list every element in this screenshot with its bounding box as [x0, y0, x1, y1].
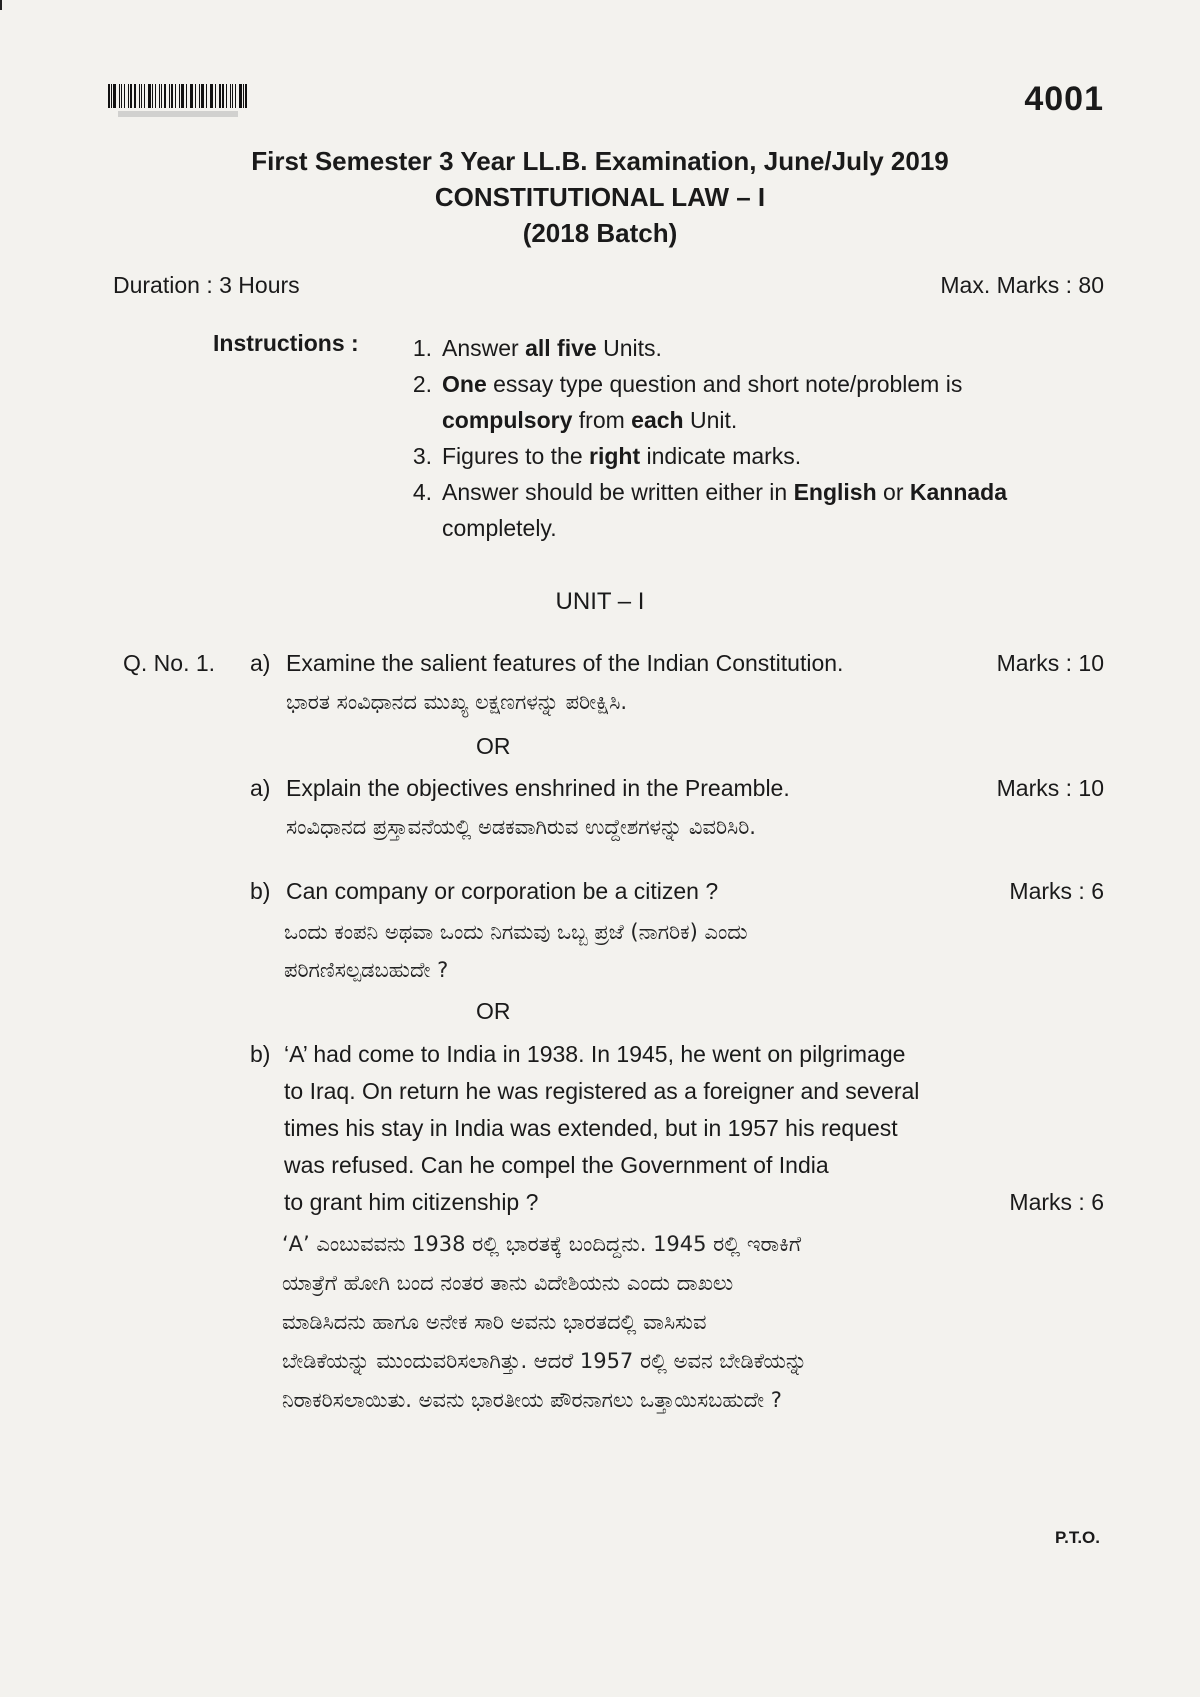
- instruction-emphasis: compulsory: [442, 407, 573, 433]
- page-edge-mark: [0, 0, 16, 10]
- instructions-label: Instructions :: [213, 330, 359, 356]
- barcode-bar: [210, 84, 211, 108]
- barcode-bar: [128, 84, 129, 108]
- barcode-bar: [141, 84, 142, 108]
- question-text-kannada: ಒಂದು ಕಂಪನಿ ಅಥವಾ ಒಂದು ನಿಗಮವು ಒಬ್ಬ ಪ್ರಜೆ (ನಾಗರಿಕ) ಎಂದು: [284, 920, 748, 944]
- barcode-bar: [215, 84, 216, 108]
- barcode-bar: [121, 84, 122, 108]
- instruction-text-part: Units.: [596, 335, 662, 361]
- instruction-text-part: from each Unit.: [572, 407, 738, 433]
- problem-text-kannada: ಬೇಡಿಕೆಯನ್ನು ಮುಂದುವರಿಸಲಾಗಿತ್ತು. ಆದರೆ 1957 ರಲ್ಲಿ ಅವನ ಬೇಡಿಕೆಯನ್ನು: [282, 1349, 808, 1373]
- question-text-kannada: ಸಂವಿಧಾನದ ಪ್ರಸ್ತಾವನೆಯಲ್ಲಿ ಅಡಕವಾಗಿರುವ ಉದ್ದೇಶಗಳನ್ನು ವಿವರಿಸಿರಿ.: [286, 815, 756, 839]
- exam-title: First Semester 3 Year LL.B. Examination, June/July 2019: [251, 146, 949, 176]
- paper-code: 4001: [1024, 80, 1104, 118]
- barcode-bar: [201, 84, 203, 108]
- question-label: b): [250, 878, 271, 904]
- problem-text-kannada: ನಿರಾಕರಿಸಲಾಯಿತು. ಅವನು ಭಾರತೀಯ ಪೌರನಾಗಲು ಒತ್ತಾಯಿಸಬಹುದೇ ?: [282, 1388, 782, 1412]
- question-label: a): [250, 650, 271, 676]
- question-marks: Marks : 10: [996, 775, 1104, 801]
- barcode-bar: [164, 84, 166, 108]
- barcode-bar: [222, 84, 224, 108]
- barcode-bar: [243, 84, 244, 108]
- barcode-bar: [199, 84, 201, 108]
- please-turn-over: P.T.O.: [1054, 1528, 1100, 1547]
- instruction-item: [386, 366, 1066, 438]
- instruction-emphasis: all five: [525, 335, 597, 361]
- barcode-bar: [179, 84, 180, 108]
- instruction-emphasis: Kannada: [909, 479, 1008, 505]
- problem-text-kannada: ಮಾಡಿಸಿದನು ಹಾಗೂ ಅನೇಕ ಸಾರಿ ಅವನು ಭಾರತದಲ್ಲಿ ವಾಸಿಸುವ: [282, 1310, 707, 1334]
- question-marks: Marks : 6: [1009, 1189, 1104, 1215]
- instruction-item: [386, 330, 1066, 366]
- instruction-number: 4.: [412, 479, 432, 505]
- barcode-bar: [226, 84, 227, 108]
- barcode-bar: [124, 84, 126, 108]
- question-marks: Marks : 10: [996, 650, 1104, 676]
- barcode-bar: [195, 84, 196, 108]
- instruction-text: [442, 474, 1066, 546]
- barcode-bar: [155, 84, 157, 108]
- barcode-bar: [175, 84, 177, 108]
- question-text: Can company or corporation be a citizen ?: [286, 878, 719, 904]
- barcode-bar: [181, 84, 183, 108]
- problem-text-line: ‘A’ had come to India in 1938. In 1945, he went on pilgrimage: [284, 1041, 906, 1067]
- instruction-text-part: Figures to the: [442, 443, 590, 469]
- barcode-bar: [130, 84, 132, 108]
- question-text: Examine the salient features of the Indian Constitution.: [286, 650, 844, 676]
- instruction-text-part: Answer: [442, 335, 526, 361]
- barcode-bar: [161, 84, 162, 108]
- barcode-bar: [230, 84, 231, 108]
- batch-title: (2018 Batch): [522, 218, 678, 248]
- barcode-bar: [235, 84, 236, 108]
- barcode-bar: [239, 84, 241, 108]
- instruction-number: 3.: [412, 443, 432, 469]
- barcode-bar: [245, 84, 247, 108]
- instruction-text: [442, 330, 662, 366]
- instruction-text-part: indicate marks.: [640, 443, 802, 469]
- instruction-item: [386, 438, 1066, 474]
- question-text-kannada: ಪರಿಗಣಿಸಲ್ಪಡಬಹುದೇ ?: [284, 958, 449, 982]
- barcode-bar: [206, 84, 207, 108]
- instruction-text: [442, 366, 1066, 438]
- duration: Duration : 3 Hours: [113, 272, 300, 298]
- question-marks: Marks : 6: [1009, 878, 1104, 904]
- barcode-bar: [191, 84, 193, 108]
- barcode-bar: [211, 84, 213, 108]
- problem-text-line: to grant him citizenship ?: [284, 1189, 539, 1215]
- barcode-bar: [232, 84, 234, 108]
- barcode-caption-smudge: [118, 111, 238, 117]
- barcode-bar: [169, 84, 170, 108]
- or-separator: OR: [476, 998, 511, 1024]
- problem-text-kannada: ‘A’ ಎಂಬುವವನು 1938 ರಲ್ಲಿ ಭಾರತಕ್ಕೆ ಬಂದಿದ್ದನು. 1945 ರಲ್ಲಿ ಇರಾಕಿಗೆ: [282, 1232, 802, 1256]
- barcode-bar: [159, 84, 160, 108]
- instruction-text-part: Answer should be written either in: [442, 479, 794, 505]
- barcode-bar: [152, 84, 153, 108]
- instruction-text-part: or: [876, 479, 910, 505]
- problem-text-line: to Iraq. On return he was registered as a foreigner and several: [284, 1078, 920, 1104]
- subject-title: CONSTITUTIONAL LAW – I: [434, 182, 766, 212]
- instruction-number: 1.: [412, 335, 432, 361]
- barcode-bar: [148, 84, 150, 108]
- instruction-number: 2.: [412, 371, 432, 397]
- barcode-bar: [144, 84, 146, 108]
- instruction-text-part: completely.: [442, 515, 557, 541]
- barcode-bar: [111, 84, 112, 108]
- question-label: b): [250, 1041, 271, 1067]
- barcode-bar: [171, 84, 173, 108]
- problem-text-line: times his stay in India was extended, but in 1957 his request: [284, 1115, 898, 1141]
- or-separator: OR: [476, 733, 511, 759]
- instruction-text-part: essay type question and short note/problem is: [486, 371, 963, 397]
- instruction-emphasis: each: [631, 407, 684, 433]
- barcode-bar: [190, 84, 191, 108]
- problem-text-kannada: ಯಾತ್ರೆಗೆ ಹೋಗಿ ಬಂದ ನಂತರ ತಾನು ವಿದೇಶಿಯನು ಎಂದು ದಾಖಲು: [282, 1271, 734, 1295]
- barcode-bar: [219, 84, 221, 108]
- max-marks: Max. Marks : 80: [940, 272, 1104, 298]
- question-text: Explain the objectives enshrined in the Preamble.: [286, 775, 790, 801]
- barcode: [108, 84, 250, 108]
- unit-heading: UNIT – I: [555, 588, 645, 615]
- barcode-bar: [113, 84, 115, 108]
- question-number: Q. No. 1.: [123, 650, 216, 676]
- barcode-bar: [134, 84, 136, 108]
- instructions-list: [386, 330, 1066, 546]
- question-label: a): [250, 775, 271, 801]
- instruction-text: [442, 438, 801, 474]
- question-text-kannada: ಭಾರತ ಸಂವಿಧಾನದ ಮುಖ್ಯ ಲಕ್ಷಣಗಳನ್ನು ಪರೀಕ್ಷಿಸಿ.: [286, 690, 628, 714]
- barcode-bar: [186, 84, 187, 108]
- problem-text-line: was refused. Can he compel the Government of India: [284, 1152, 829, 1178]
- instruction-emphasis: One: [442, 371, 487, 397]
- barcode-bar: [119, 84, 120, 108]
- instruction-emphasis: right: [589, 443, 641, 469]
- instruction-emphasis: English: [793, 479, 877, 505]
- instruction-item: [386, 474, 1066, 546]
- barcode-bar: [108, 84, 110, 108]
- barcode-bar: [139, 84, 140, 108]
